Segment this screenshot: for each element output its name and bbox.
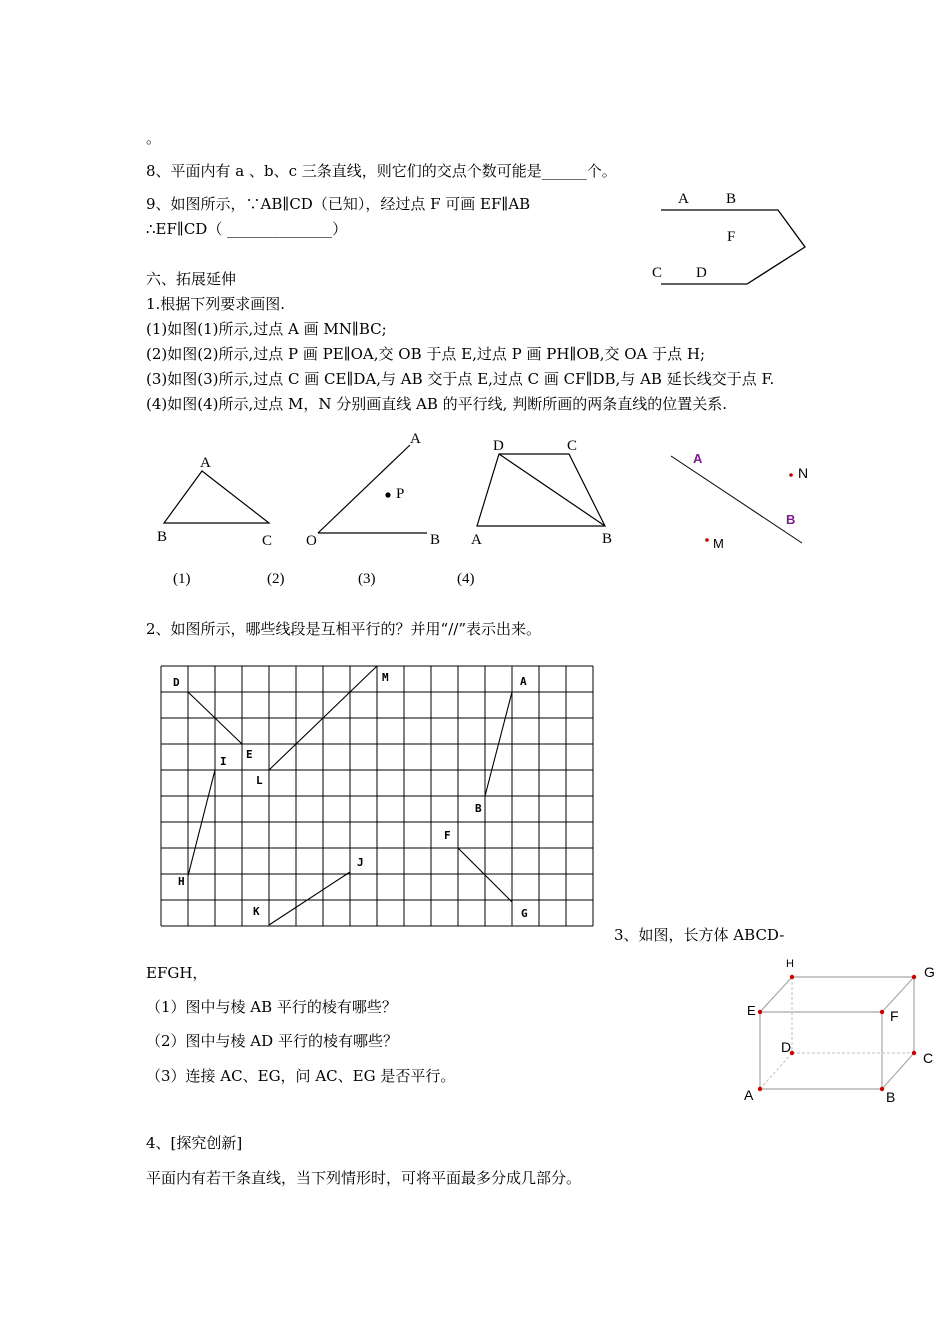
fig9-label-C: C xyxy=(652,265,663,281)
grid-label-G: G xyxy=(521,907,528,920)
section-6-heading: 六、拓展延伸 xyxy=(146,270,237,288)
caption-3: (3) xyxy=(358,571,376,587)
point-n xyxy=(789,473,793,477)
fig9-label-A: A xyxy=(678,191,689,207)
question-1-part3: (3)如图(3)所示,过点 C 画 CE∥DA,与 AB 交于点 E,过点 C 画 CF∥DB,与 AB 延长线交于点 F. xyxy=(146,370,775,388)
question-8: 8、平面内有 a 、b、c 三条直线，则它们的交点个数可能是______个。 xyxy=(146,162,617,180)
t4-label-B: B xyxy=(786,512,796,527)
grid-label-A: A xyxy=(520,675,527,688)
t4-label-M: M xyxy=(713,536,724,551)
caption-2: (2) xyxy=(267,571,285,587)
question-3-part2: （2）图中与棱 AD 平行的棱有哪些？ xyxy=(146,1032,398,1050)
grid-label-I: I xyxy=(220,755,227,768)
box-label-F: F xyxy=(890,1008,899,1024)
t2-label-P: P xyxy=(396,486,405,502)
t3-label-B: B xyxy=(602,531,613,547)
box-label-D: D xyxy=(781,1039,792,1055)
t1-label-C: C xyxy=(262,533,273,549)
box-label-E: E xyxy=(747,1003,756,1018)
triangle-abc xyxy=(164,471,269,523)
question-9-line1: 9、如图所示，∵AB∥CD（已知），经过点 F 可画 EF∥AB xyxy=(146,195,531,213)
t4-label-A: A xyxy=(693,451,703,466)
vertex-G xyxy=(912,975,916,979)
segment-KJ xyxy=(269,872,350,925)
box-label-G: G xyxy=(924,964,935,980)
grid-label-L: L xyxy=(256,774,263,787)
grid-label-B: B xyxy=(475,802,482,815)
question-1-part1: (1)如图(1)所示,过点 A 画 MN∥BC; xyxy=(146,320,387,338)
vertex-F xyxy=(880,1010,884,1014)
question-3-part1: （1）图中与棱 AB 平行的棱有哪些？ xyxy=(146,998,397,1016)
box-label-C: C xyxy=(923,1050,934,1066)
t2-label-B: B xyxy=(430,532,441,548)
vertex-C xyxy=(912,1051,916,1055)
point-m xyxy=(705,538,709,542)
vertex-E xyxy=(758,1010,762,1014)
caption-4: (4) xyxy=(457,571,475,587)
t3-label-A: A xyxy=(471,532,482,548)
question-9-line2: ∴EF∥CD（ ______________） xyxy=(146,220,348,238)
fig9-label-D: D xyxy=(696,265,707,281)
grid-label-J: J xyxy=(357,856,364,869)
question-3-line2: EFGH， xyxy=(146,964,208,982)
question-1: 1.根据下列要求画图. xyxy=(146,295,286,313)
t2-label-O: O xyxy=(306,533,317,549)
question-2: 2、如图所示，哪些线段是互相平行的？并用“//”表示出来。 xyxy=(146,620,541,638)
grid-label-H: H xyxy=(178,875,185,888)
fig9-label-B: B xyxy=(726,191,737,207)
grid-label-M: M xyxy=(382,671,389,684)
vertex-B xyxy=(880,1087,884,1091)
segment-IH xyxy=(188,770,215,876)
grid-label-K: K xyxy=(253,905,260,918)
figure-q9 xyxy=(645,185,815,295)
point-p xyxy=(385,492,390,497)
question-1-part2: (2)如图(2)所示,过点 P 画 PE∥OA,交 OB 于点 E,过点 P 画 PH∥OB,交 OA 于点 H; xyxy=(146,345,706,363)
question-3-part3: （3）连接 AC、EG，问 AC、EG 是否平行。 xyxy=(146,1067,456,1085)
question-4-body: 平面内有若干条直线，当下列情形时，可将平面最多分成几部分。 xyxy=(146,1169,582,1187)
figure-cuboid xyxy=(730,950,945,1120)
t3-label-D: D xyxy=(493,438,504,454)
caption-1: (1) xyxy=(173,571,191,587)
t3-label-C: C xyxy=(567,438,578,454)
box-label-A: A xyxy=(744,1087,754,1103)
box-label-B: B xyxy=(886,1089,896,1105)
grid-label-E: E xyxy=(246,748,253,761)
t1-label-B: B xyxy=(157,529,168,545)
question-3-line1: 3、如图，长方体 ABCD- xyxy=(614,926,785,944)
t2-label-A: A xyxy=(410,431,421,447)
figure-grid xyxy=(150,655,610,935)
vertex-A xyxy=(758,1087,762,1091)
grid-label-F: F xyxy=(444,829,451,842)
t4-label-N: N xyxy=(798,465,809,481)
vertex-H xyxy=(790,975,794,979)
t1-label-A: A xyxy=(200,455,211,471)
fig9-label-F: F xyxy=(727,229,736,245)
question-4-heading: 4、[探究创新] xyxy=(146,1134,243,1152)
leading-period: 。 xyxy=(146,129,162,147)
grid-label-D: D xyxy=(173,676,180,689)
figure-q1 xyxy=(140,425,820,595)
question-1-part4: (4)如图(4)所示,过点 M，N 分别画直线 AB 的平行线, 判断所画的两条直线的位置关系. xyxy=(146,395,727,413)
box-label-H: H xyxy=(786,958,794,970)
